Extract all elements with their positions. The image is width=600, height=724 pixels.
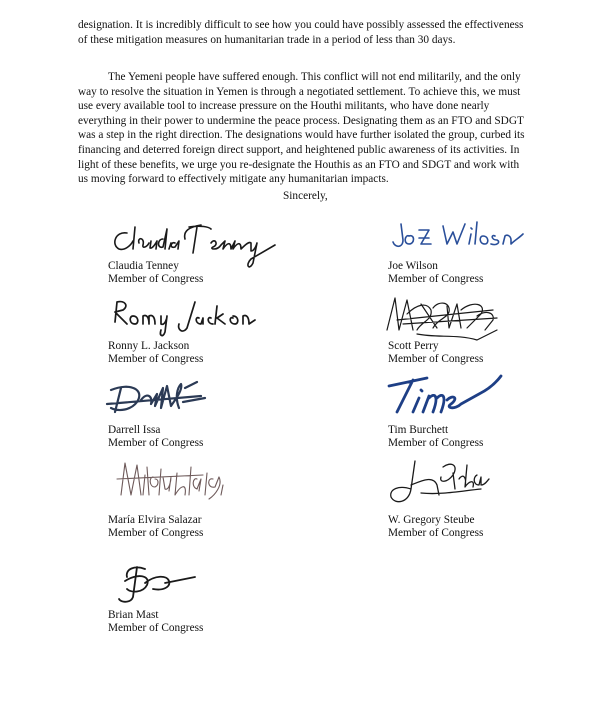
signature-image-burchett bbox=[383, 372, 543, 422]
signatory-title: Member of Congress bbox=[388, 527, 484, 539]
signatory-title: Member of Congress bbox=[108, 437, 204, 449]
signatory-title: Member of Congress bbox=[388, 437, 484, 449]
signature-image-issa bbox=[101, 374, 251, 424]
signatory-title: Member of Congress bbox=[108, 527, 204, 539]
signatory-title: Member of Congress bbox=[388, 353, 484, 365]
signature-image-jackson bbox=[103, 294, 283, 344]
signature-image-steube bbox=[381, 455, 531, 510]
signatory-name: Brian Mast bbox=[108, 609, 159, 621]
signatory-name: Darrell Issa bbox=[108, 424, 161, 436]
signatory-title: Member of Congress bbox=[108, 353, 204, 365]
signatory-name: W. Gregory Steube bbox=[388, 514, 475, 526]
signature-image-perry bbox=[377, 290, 527, 345]
signatory-name: Tim Burchett bbox=[388, 424, 449, 436]
signature-image-salazar bbox=[103, 455, 283, 510]
signature-image-mast bbox=[105, 559, 225, 614]
closing-salutation: Sincerely, bbox=[283, 190, 328, 202]
signature-image-wilson bbox=[383, 214, 553, 259]
signatory-name: Ronny L. Jackson bbox=[108, 340, 190, 352]
letter-paragraph-1: designation. It is incredibly difficult to see how you could have possibly assessed the effectiveness of these mitigation measures on humanitarian trade in a period of less than 30 days. bbox=[78, 19, 524, 46]
letter-paragraph-2: The Yemeni people have suffered enough. This conflict will not end militarily, and the only way to resolve the situation in Yemen is through a negotiated settlement. To achieve this, we must use every available tool to increase pressure on the Houthi militants, who have done nearly everything in their power to undermine the peace process. Designating them as an FTO and SDGT was a step in the right direction. The designations would have further isolated the group, curbed its financing and deterred foreign direct support, and heightened public awareness of its activities. In light of these benefits, we urge you re-designate the Houthis as an FTO and SDGT and work with us moving forward to effectively mitigate any humanitarian impacts. bbox=[78, 71, 525, 186]
signatory-title: Member of Congress bbox=[388, 273, 484, 285]
signatory-name: Scott Perry bbox=[388, 340, 439, 352]
signatory-name: Joe Wilson bbox=[388, 260, 438, 272]
signatory-title: Member of Congress bbox=[108, 273, 204, 285]
signatory-name: María Elvira Salazar bbox=[108, 514, 202, 526]
signatory-name: Claudia Tenney bbox=[108, 260, 179, 272]
signatory-title: Member of Congress bbox=[108, 622, 204, 634]
